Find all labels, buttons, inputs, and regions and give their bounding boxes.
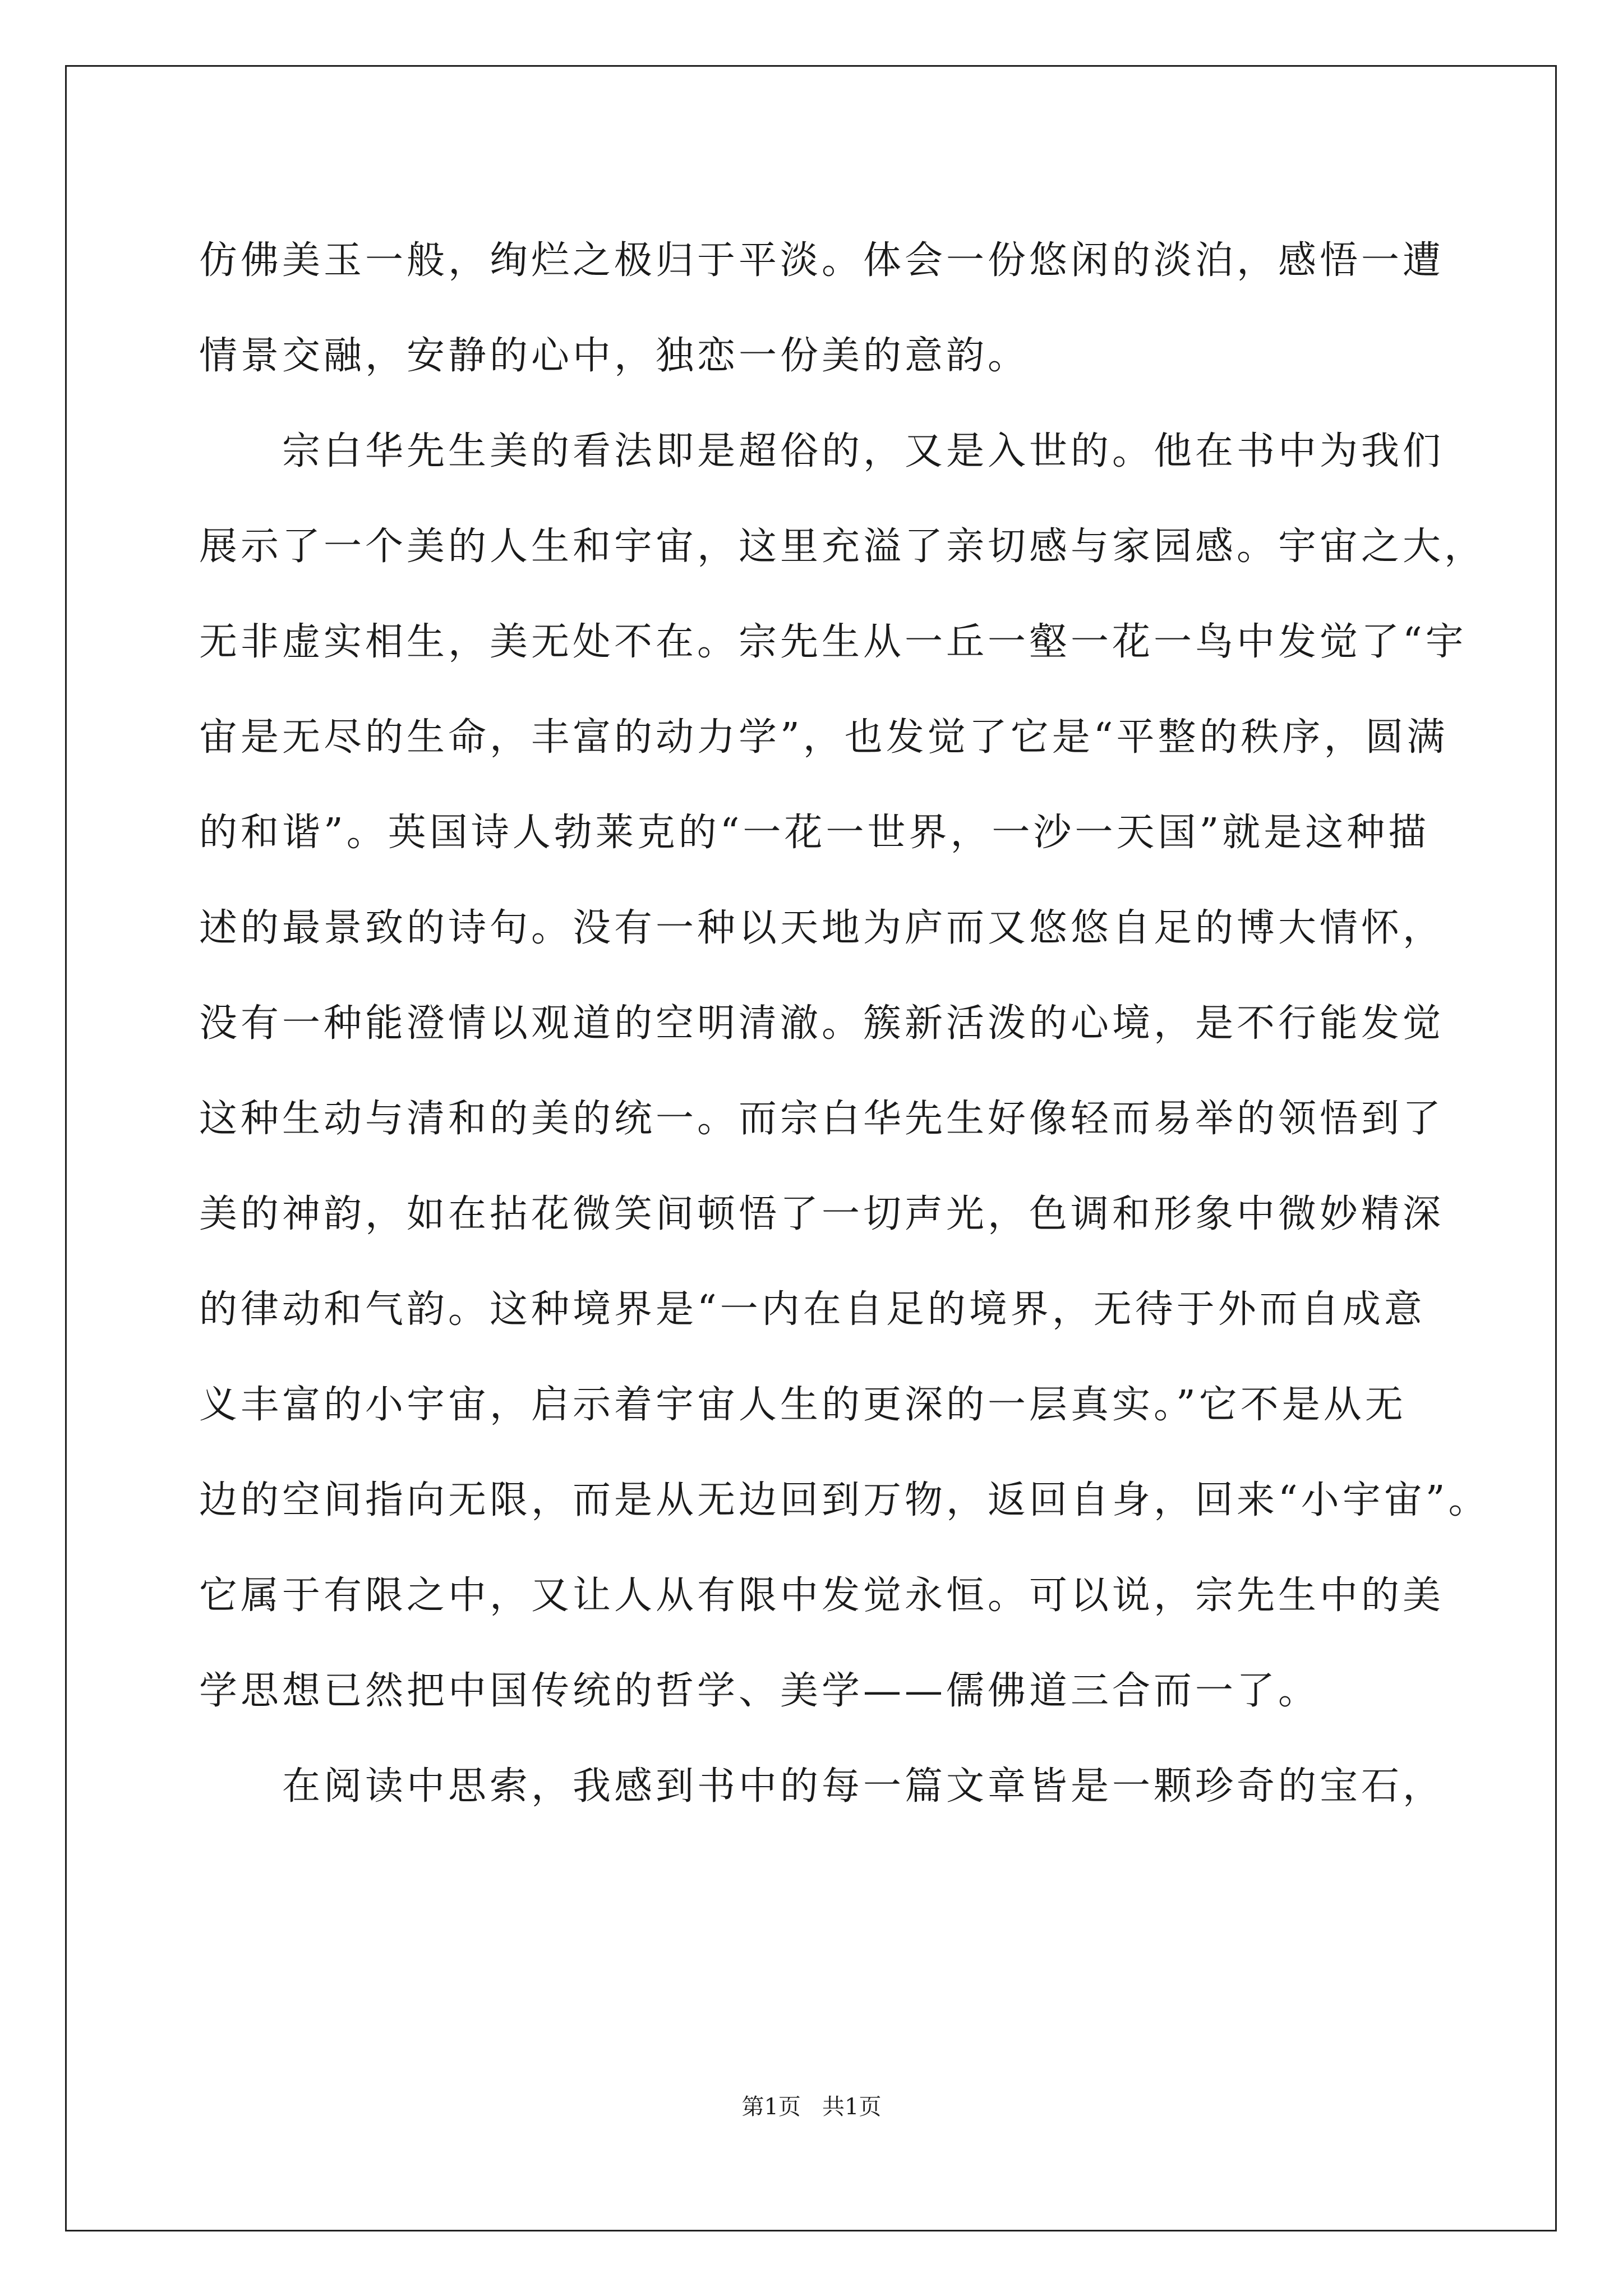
text-line: 义丰富的小宇宙，启示着宇宙人生的更深的一层真实。”它不是从无: [199, 1383, 1407, 1427]
text-line: 美的神韵，如在拈花微笑间顿悟了一切声光，色调和形象中微妙精深: [199, 1192, 1445, 1236]
text-line: 情景交融，安静的心中，独恋一份美的意韵。: [199, 334, 1030, 378]
text-line: 没有一种能澄情以观道的空明清澈。簇新活泼的心境，是不行能发觉: [199, 1001, 1445, 1046]
text-line: 无非虚实相生，美无处不在。宗先生从一丘一壑一花一鸟中发觉了“宇: [199, 620, 1467, 664]
text-line: 宗白华先生美的看法即是超俗的，又是入世的。他在书中为我们: [199, 429, 1445, 473]
text-line: 边的空间指向无限，而是从无边回到万物，返回自身，回来“小宇宙”。: [199, 1478, 1490, 1522]
text-line: 展示了一个美的人生和宇宙，这里充溢了亲切感与家园感。宇宙之大，: [199, 524, 1486, 569]
page-number-footer: 第1页 共1页: [741, 2094, 882, 2120]
text-line: 宙是无尽的生命，丰富的动力学”，也发觉了它是“平整的秩序，圆满: [199, 715, 1449, 760]
text-line: 仿佛美玉一般，绚烂之极归于平淡。体会一份悠闲的淡泊，感悟一遭: [199, 238, 1445, 283]
text-line: 它属于有限之中，又让人从有限中发觉永恒。可以说，宗先生中的美: [199, 1573, 1445, 1618]
text-line: 的和谐”。英国诗人勃莱克的“一花一世界，一沙一天国”就是这种描: [199, 811, 1430, 855]
text-line: 学思想已然把中国传统的哲学、美学——儒佛道三合而一了。: [199, 1669, 1320, 1713]
text-line: 这种生动与清和的美的统一。而宗白华先生好像轻而易举的领悟到了: [199, 1097, 1445, 1141]
document-body: [199, 213, 1489, 1834]
text-line: 的律动和气韵。这种境界是“一内在自足的境界，无待于外而自成意: [199, 1287, 1426, 1332]
text-line: 在阅读中思索，我感到书中的每一篇文章皆是一颗珍奇的宝石，: [199, 1764, 1445, 1809]
text-line: 述的最景致的诗句。没有一种以天地为庐而又悠悠自足的博大情怀，: [199, 906, 1445, 950]
